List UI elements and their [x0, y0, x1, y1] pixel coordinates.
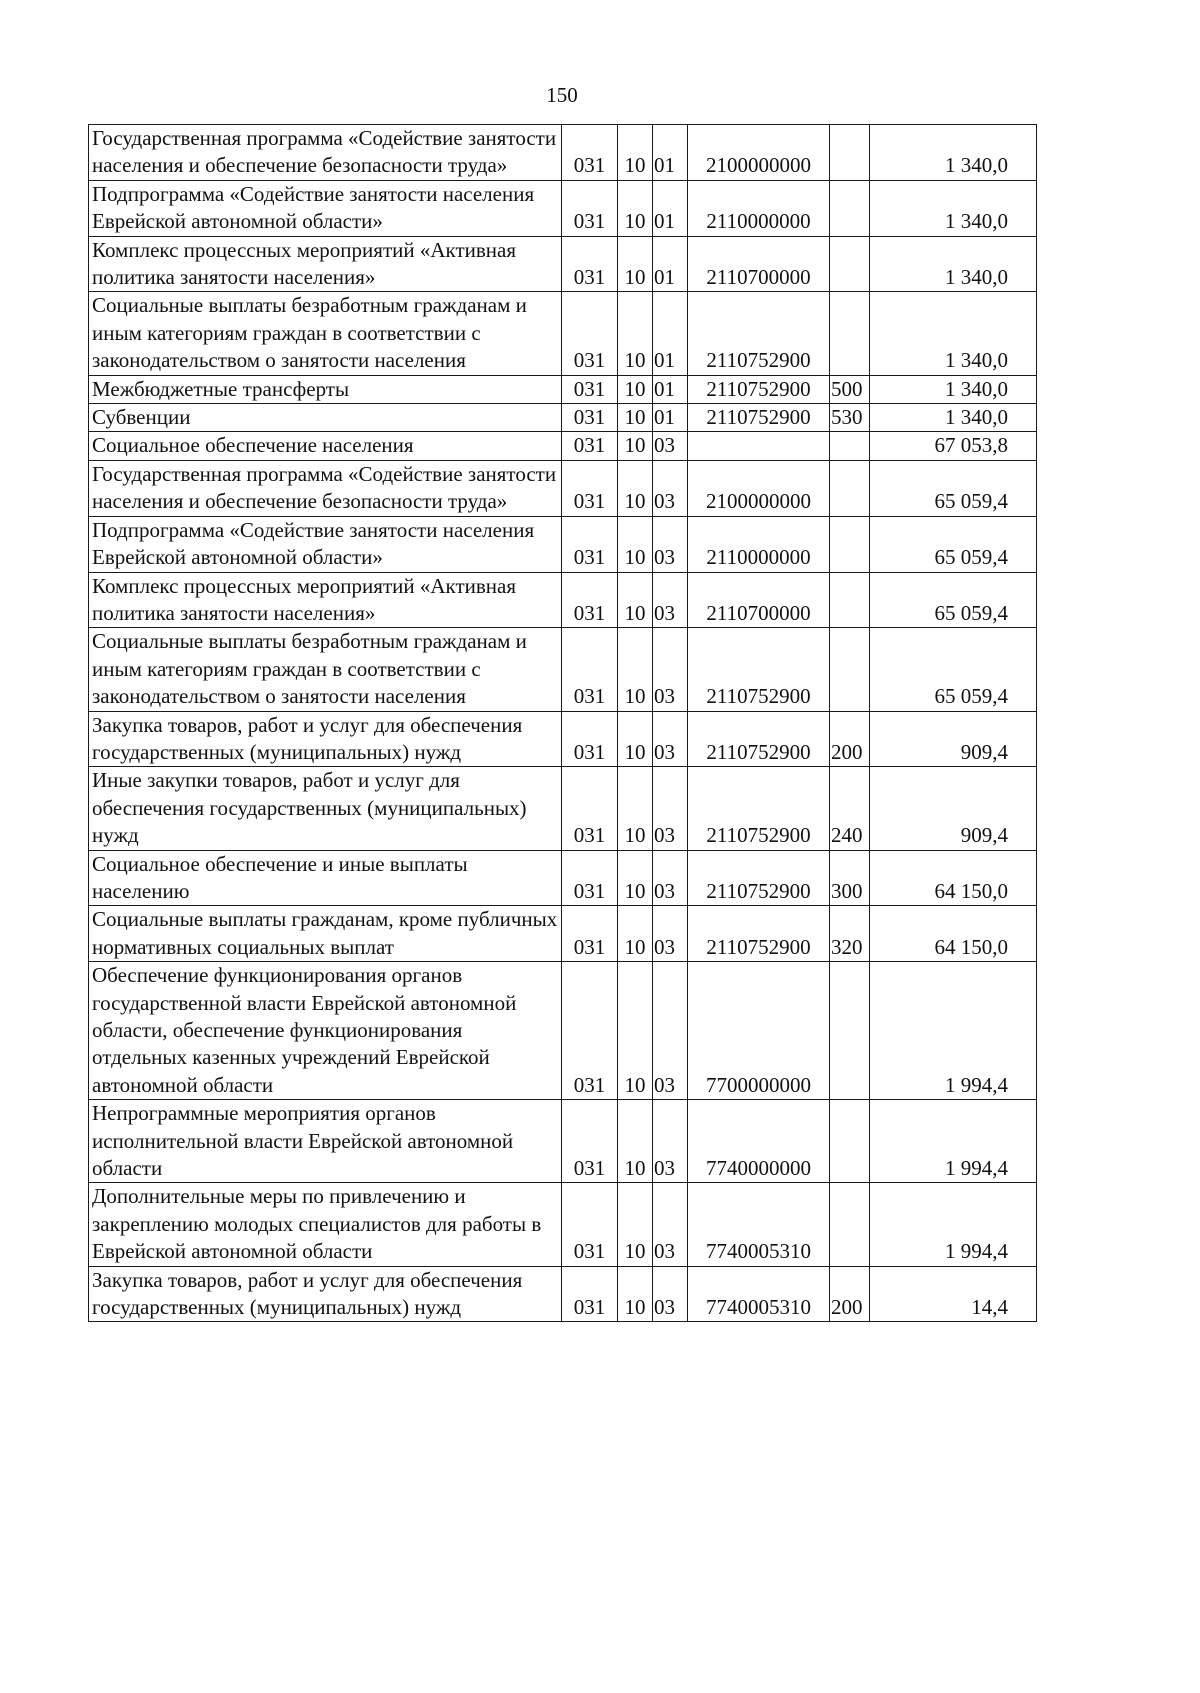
budget-table [88, 124, 1037, 1322]
table-row [89, 767, 1037, 850]
amount: 67 053,8 [870, 432, 1037, 460]
target-article-code: 2110752900 [688, 850, 830, 906]
expense-type-code: 530 [830, 404, 870, 432]
ministry-code: 031 [562, 767, 618, 850]
amount: 1 340,0 [870, 125, 1037, 181]
table-row [89, 711, 1037, 767]
table-row [89, 375, 1037, 403]
subsection-code: 03 [653, 906, 688, 962]
section-code: 10 [618, 516, 653, 572]
target-article-code: 2110752900 [688, 292, 830, 375]
row-name: Иные закупки товаров, работ и услуг для обеспечения государственных (муниципальных) нужд [89, 767, 562, 850]
target-article-code: 2110752900 [688, 711, 830, 767]
target-article-code: 2110700000 [688, 572, 830, 628]
expense-type-code [830, 292, 870, 375]
expense-type-code [830, 125, 870, 181]
ministry-code: 031 [562, 711, 618, 767]
subsection-code: 01 [653, 180, 688, 236]
row-name: Социальные выплаты безработным гражданам и иным категориям граждан в соответствии с законодательством о занятости населения [89, 292, 562, 375]
expense-type-code [830, 1183, 870, 1266]
row-name: Закупка товаров, работ и услуг для обеспечения государственных (муниципальных) нужд [89, 1266, 562, 1322]
ministry-code: 031 [562, 180, 618, 236]
ministry-code: 031 [562, 404, 618, 432]
table-row [89, 460, 1037, 516]
subsection-code: 03 [653, 850, 688, 906]
section-code: 10 [618, 628, 653, 711]
row-name: Комплекс процессных мероприятий «Активная политика занятости населения» [89, 572, 562, 628]
target-article-code: 2100000000 [688, 460, 830, 516]
subsection-code: 01 [653, 125, 688, 181]
row-name: Подпрограмма «Содействие занятости населения Еврейской автономной области» [89, 180, 562, 236]
section-code: 10 [618, 1183, 653, 1266]
target-article-code: 7740000000 [688, 1100, 830, 1183]
expense-type-code [830, 432, 870, 460]
section-code: 10 [618, 850, 653, 906]
expense-type-code [830, 572, 870, 628]
table-row [89, 236, 1037, 292]
ministry-code: 031 [562, 1266, 618, 1322]
table-row [89, 1183, 1037, 1266]
amount: 1 340,0 [870, 404, 1037, 432]
subsection-code: 03 [653, 1100, 688, 1183]
target-article-code: 2110000000 [688, 180, 830, 236]
subsection-code: 03 [653, 711, 688, 767]
expense-type-code: 200 [830, 1266, 870, 1322]
ministry-code: 031 [562, 628, 618, 711]
subsection-code: 03 [653, 572, 688, 628]
section-code: 10 [618, 460, 653, 516]
ministry-code: 031 [562, 375, 618, 403]
amount: 1 340,0 [870, 375, 1037, 403]
row-name: Государственная программа «Содействие занятости населения и обеспечение безопасности труда» [89, 460, 562, 516]
expense-type-code [830, 516, 870, 572]
amount: 1 340,0 [870, 180, 1037, 236]
amount: 1 340,0 [870, 236, 1037, 292]
ministry-code: 031 [562, 1100, 618, 1183]
amount: 65 059,4 [870, 516, 1037, 572]
section-code: 10 [618, 767, 653, 850]
table-row [89, 850, 1037, 906]
target-article-code: 2110752900 [688, 628, 830, 711]
expense-type-code [830, 962, 870, 1100]
expense-type-code: 200 [830, 711, 870, 767]
amount: 65 059,4 [870, 572, 1037, 628]
table-row [89, 516, 1037, 572]
section-code: 10 [618, 572, 653, 628]
row-name: Комплекс процессных мероприятий «Активная политика занятости населения» [89, 236, 562, 292]
subsection-code: 03 [653, 628, 688, 711]
target-article-code [688, 432, 830, 460]
table-row [89, 292, 1037, 375]
target-article-code: 2110752900 [688, 767, 830, 850]
target-article-code: 2110752900 [688, 906, 830, 962]
table-row [89, 404, 1037, 432]
subsection-code: 03 [653, 1266, 688, 1322]
budget-table-body [89, 125, 1037, 1322]
row-name: Государственная программа «Содействие занятости населения и обеспечение безопасности труда» [89, 125, 562, 181]
table-row [89, 125, 1037, 181]
subsection-code: 03 [653, 1183, 688, 1266]
table-row [89, 1266, 1037, 1322]
expense-type-code [830, 460, 870, 516]
row-name: Непрограммные мероприятия органов исполнительной власти Еврейской автономной области [89, 1100, 562, 1183]
section-code: 10 [618, 375, 653, 403]
ministry-code: 031 [562, 432, 618, 460]
amount: 909,4 [870, 767, 1037, 850]
expense-type-code: 300 [830, 850, 870, 906]
row-name: Подпрограмма «Содействие занятости населения Еврейской автономной области» [89, 516, 562, 572]
target-article-code: 2110752900 [688, 404, 830, 432]
amount: 14,4 [870, 1266, 1037, 1322]
target-article-code: 2110700000 [688, 236, 830, 292]
ministry-code: 031 [562, 516, 618, 572]
expense-type-code: 320 [830, 906, 870, 962]
section-code: 10 [618, 962, 653, 1100]
row-name: Социальные выплаты гражданам, кроме публичных нормативных социальных выплат [89, 906, 562, 962]
table-row [89, 1100, 1037, 1183]
ministry-code: 031 [562, 1183, 618, 1266]
subsection-code: 03 [653, 516, 688, 572]
row-name: Социальное обеспечение населения [89, 432, 562, 460]
subsection-code: 03 [653, 432, 688, 460]
target-article-code: 7740005310 [688, 1266, 830, 1322]
ministry-code: 031 [562, 962, 618, 1100]
ministry-code: 031 [562, 236, 618, 292]
subsection-code: 01 [653, 404, 688, 432]
table-row [89, 628, 1037, 711]
section-code: 10 [618, 125, 653, 181]
ministry-code: 031 [562, 572, 618, 628]
subsection-code: 01 [653, 375, 688, 403]
expense-type-code: 240 [830, 767, 870, 850]
amount: 1 994,4 [870, 962, 1037, 1100]
ministry-code: 031 [562, 125, 618, 181]
subsection-code: 03 [653, 962, 688, 1100]
table-row [89, 962, 1037, 1100]
table-row [89, 432, 1037, 460]
section-code: 10 [618, 432, 653, 460]
amount: 65 059,4 [870, 460, 1037, 516]
amount: 1 994,4 [870, 1100, 1037, 1183]
subsection-code: 03 [653, 460, 688, 516]
expense-type-code [830, 1100, 870, 1183]
section-code: 10 [618, 1266, 653, 1322]
expense-type-code [830, 628, 870, 711]
target-article-code: 2100000000 [688, 125, 830, 181]
row-name: Межбюджетные трансферты [89, 375, 562, 403]
expense-type-code: 500 [830, 375, 870, 403]
table-row [89, 906, 1037, 962]
row-name: Субвенции [89, 404, 562, 432]
section-code: 10 [618, 711, 653, 767]
target-article-code: 2110752900 [688, 375, 830, 403]
subsection-code: 01 [653, 292, 688, 375]
section-code: 10 [618, 906, 653, 962]
ministry-code: 031 [562, 292, 618, 375]
row-name: Социальные выплаты безработным гражданам и иным категориям граждан в соответствии с законодательством о занятости населения [89, 628, 562, 711]
ministry-code: 031 [562, 850, 618, 906]
expense-type-code [830, 180, 870, 236]
section-code: 10 [618, 236, 653, 292]
amount: 64 150,0 [870, 850, 1037, 906]
target-article-code: 7740005310 [688, 1183, 830, 1266]
subsection-code: 01 [653, 236, 688, 292]
section-code: 10 [618, 292, 653, 375]
row-name: Закупка товаров, работ и услуг для обеспечения государственных (муниципальных) нужд [89, 711, 562, 767]
section-code: 10 [618, 1100, 653, 1183]
target-article-code: 7700000000 [688, 962, 830, 1100]
row-name: Социальное обеспечение и иные выплаты населению [89, 850, 562, 906]
amount: 909,4 [870, 711, 1037, 767]
ministry-code: 031 [562, 460, 618, 516]
table-row [89, 572, 1037, 628]
target-article-code: 2110000000 [688, 516, 830, 572]
table-row [89, 180, 1037, 236]
ministry-code: 031 [562, 906, 618, 962]
amount: 1 994,4 [870, 1183, 1037, 1266]
subsection-code: 03 [653, 767, 688, 850]
amount: 64 150,0 [870, 906, 1037, 962]
amount: 1 340,0 [870, 292, 1037, 375]
row-name: Дополнительные меры по привлечению и закреплению молодых специалистов для работы в Еврейской автономной области [89, 1183, 562, 1266]
amount: 65 059,4 [870, 628, 1037, 711]
expense-type-code [830, 236, 870, 292]
page-number: 150 [546, 83, 578, 107]
row-name: Обеспечение функционирования органов государственной власти Еврейской автономной области, обеспечение функционирования отдельных казенных учреждений Еврейской автономной области [89, 962, 562, 1100]
section-code: 10 [618, 404, 653, 432]
section-code: 10 [618, 180, 653, 236]
